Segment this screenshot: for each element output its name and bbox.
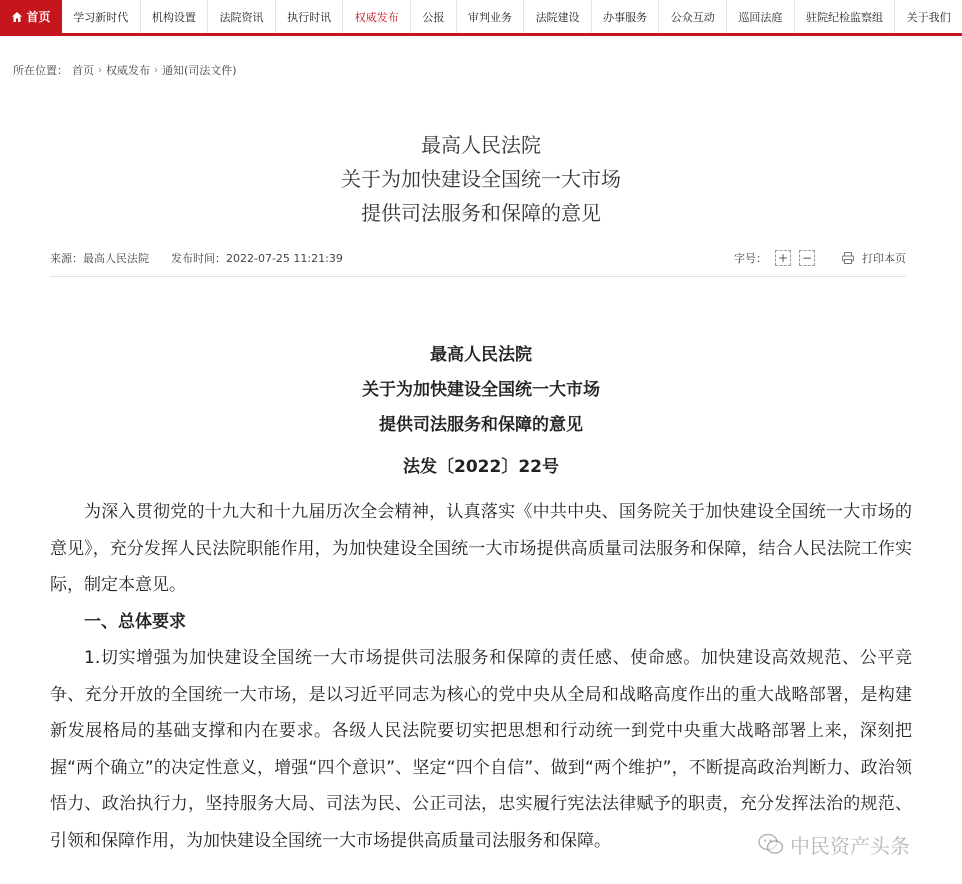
printer-icon xyxy=(841,251,855,265)
nav-item-study[interactable]: 学习新时代 xyxy=(62,0,141,33)
breadcrumb-separator: › xyxy=(154,64,158,76)
nav-item-organization[interactable]: 机构设置 xyxy=(141,0,209,33)
document-title-line2: 关于为加快建设全国统一大市场 xyxy=(362,380,600,400)
font-size-label: 字号： xyxy=(734,252,767,265)
print-button[interactable] xyxy=(841,250,906,266)
wechat-icon xyxy=(758,833,784,855)
nav-item-court-construction[interactable]: 法院建设 xyxy=(524,0,592,33)
nav-home-label: 首页 xyxy=(26,10,51,24)
page-title-line1: 最高人民法院 xyxy=(421,133,541,157)
font-decrease-button[interactable]: − xyxy=(799,250,815,266)
document-title xyxy=(0,338,962,443)
watermark xyxy=(758,828,910,860)
breadcrumb-prefix: 所在位置： xyxy=(13,64,68,77)
nav-item-gazette[interactable]: 公报 xyxy=(411,0,457,33)
nav-item-trial-business[interactable]: 审判业务 xyxy=(457,0,525,33)
page-title-line2: 关于为加快建设全国统一大市场 xyxy=(341,167,621,191)
home-icon xyxy=(11,11,23,23)
page-title-line3: 提供司法服务和保障的意见 xyxy=(361,201,601,225)
article-body xyxy=(50,494,912,859)
nav-item-circuit-court[interactable]: 巡回法庭 xyxy=(727,0,795,33)
meta-divider xyxy=(50,276,906,277)
intro-paragraph: 为深入贯彻党的十九大和十九届历次全会精神，认真落实《中共中央、国务院关于加快建设全国统一大市场的意见》，充分发挥人民法院职能作用，为加快建设全国统一大市场提供高质量司法服务和保障，结合人民法院工作实际，制定本意见。 xyxy=(50,502,912,595)
article-meta xyxy=(50,248,906,268)
breadcrumb-home[interactable]: 首页 xyxy=(72,64,94,77)
watermark-text: 中民资产头条 xyxy=(790,833,910,858)
breadcrumb-separator: › xyxy=(98,64,102,76)
nav-item-about-us[interactable]: 关于我们 xyxy=(906,10,951,24)
nav-item-services[interactable]: 办事服务 xyxy=(592,0,660,33)
nav-item-court-news[interactable]: 法院资讯 xyxy=(208,0,276,33)
nav-item-execution-news[interactable]: 执行时讯 xyxy=(276,0,344,33)
publish-time: 发布时间：2022-07-25 11:21:39 xyxy=(171,252,343,265)
nav-item-public-interaction[interactable]: 公众互动 xyxy=(659,0,727,33)
document-title-line3: 提供司法服务和保障的意见 xyxy=(379,415,583,435)
article-source: 来源：最高人民法院 xyxy=(50,252,149,265)
nav-item-authoritative-release[interactable]: 权威发布 xyxy=(343,0,411,33)
document-number: 法发〔2022〕22号 xyxy=(403,457,559,477)
font-increase-button[interactable]: + xyxy=(775,250,791,266)
document-title-line1: 最高人民法院 xyxy=(430,345,532,365)
nav-item-discipline-inspection[interactable]: 驻院纪检监察组 xyxy=(795,0,896,33)
print-label: 打印本页 xyxy=(862,252,906,265)
page-title xyxy=(0,128,962,230)
breadcrumb xyxy=(13,62,237,78)
top-nav xyxy=(0,0,962,36)
breadcrumb-release[interactable]: 权威发布 xyxy=(106,64,150,77)
section-heading: 一、总体要求 xyxy=(84,611,186,632)
breadcrumb-current[interactable]: 通知(司法文件) xyxy=(162,64,237,77)
font-size-control xyxy=(734,250,815,266)
section-paragraph: 1.切实增强为加快建设全国统一大市场提供司法服务和保障的责任感、使命感。加快建设高效规范、公平竞争、充分开放的全国统一大市场，是以习近平同志为核心的党中央从全局和战略高度作出的重大战略部署，是构建新发展格局的基础支撑和内在要求。各级人民法院要切实把思想和行动统一到党中央重大战略部署上来，深刻把握“两个确立”的决定性意义，增强“四个意识”、坚定“四个自信”、做到“两个维护”，不断提高政治判断力、政治领悟力、政治执行力，坚持服务大局、司法为民、公正司法，忠实履行宪法法律赋予的职责，充分发挥法治的规范、引领和保障作用，为加快建设全国统一大市场提供高质量司法服务和保障。 xyxy=(50,648,912,851)
nav-home[interactable] xyxy=(0,0,62,33)
